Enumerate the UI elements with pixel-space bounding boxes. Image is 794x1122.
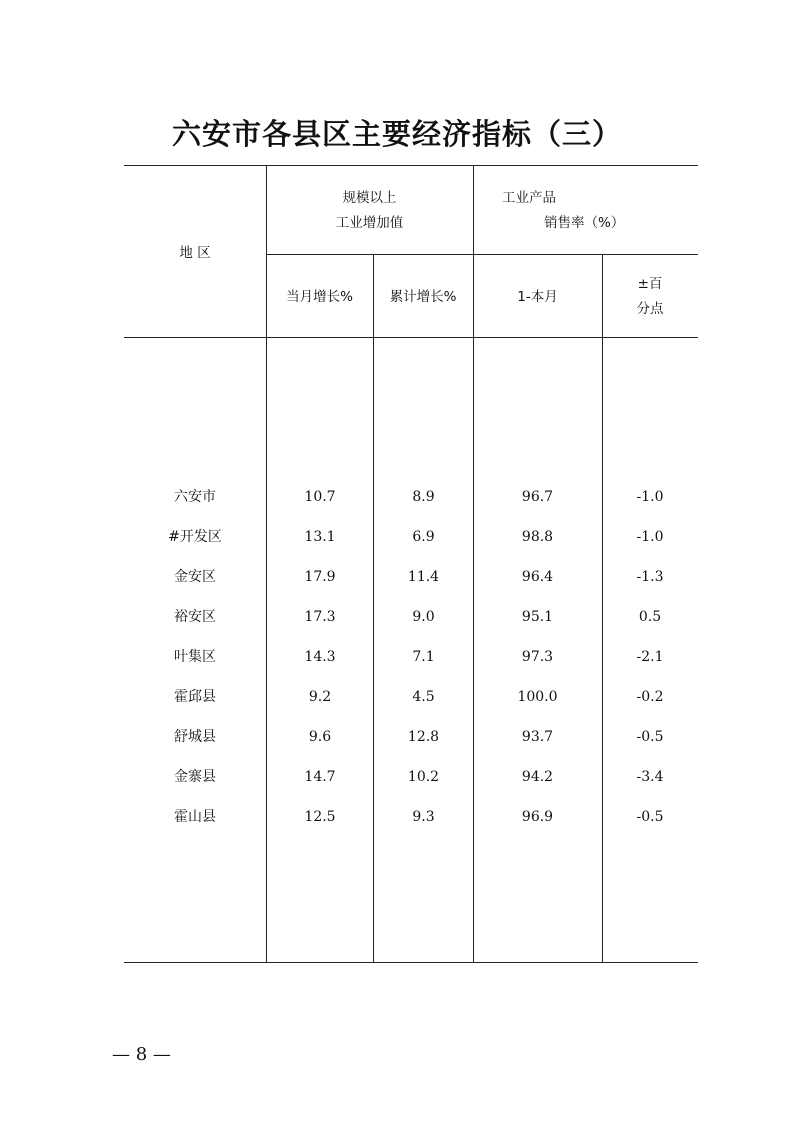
header-pp-change: [602, 272, 698, 322]
header-pp-line1: ±百: [637, 276, 663, 292]
page-title: 六安市各县区主要经济指标（三）: [171, 117, 622, 151]
month-growth-cell: 17.9: [304, 569, 336, 585]
page-number: — 8 —: [112, 1044, 171, 1065]
table-row: [124, 525, 698, 549]
month-growth-cell: 10.7: [304, 489, 336, 505]
sales-rate-cell: 94.2: [521, 769, 554, 785]
header-month-growth: 当月增长%: [286, 289, 353, 305]
month-growth-cell: 14.3: [304, 649, 336, 665]
cumulative-growth-cell: 9.3: [412, 809, 435, 825]
region-cell: 霍邱县: [174, 689, 216, 705]
month-growth-cell: 9.2: [308, 689, 332, 705]
cumulative-growth-cell: 12.8: [407, 729, 440, 745]
region-cell: 金安区: [174, 569, 216, 585]
month-growth-cell: 12.5: [304, 809, 336, 825]
sales-rate-cell: 98.8: [521, 529, 554, 545]
table-row: [124, 485, 698, 509]
table-row: [124, 645, 698, 669]
header-region: 地 区: [179, 245, 211, 261]
pp-change-cell: -1.0: [636, 529, 664, 545]
header-group1-line1: 规模以上: [342, 190, 397, 206]
pp-change-cell: -0.5: [636, 729, 664, 745]
pp-change-cell: -1.0: [636, 489, 664, 505]
table-row: [124, 605, 698, 629]
header-group-value-added: [266, 186, 473, 236]
cumulative-growth-cell: 9.0: [412, 609, 435, 625]
header-group2-line1: 工业产品: [502, 190, 556, 206]
header-pp-line2: 分点: [636, 301, 664, 317]
sales-rate-cell: 93.7: [521, 729, 554, 745]
header-cumulative-growth: 累计增长%: [389, 289, 457, 305]
header-group-sales-rate: [502, 186, 682, 236]
sales-rate-cell: 100.0: [517, 689, 558, 705]
table-row: [124, 565, 698, 589]
table-row: [124, 805, 698, 829]
header-bottom-rule: [124, 337, 698, 338]
pp-change-cell: -0.2: [636, 689, 664, 705]
region-cell: #开发区: [168, 529, 222, 545]
table-row: [124, 685, 698, 709]
month-growth-cell: 9.6: [308, 729, 332, 745]
header-group1-line2: 工业增加值: [335, 215, 404, 231]
pp-change-cell: -3.4: [636, 769, 664, 785]
pp-change-cell: -2.1: [636, 649, 664, 665]
month-growth-cell: 14.7: [304, 769, 336, 785]
table-top-rule: [124, 165, 698, 166]
region-cell: 六安市: [174, 489, 216, 505]
pp-change-cell: -0.5: [636, 809, 664, 825]
table-row: [124, 725, 698, 749]
region-cell: 霍山县: [174, 809, 216, 825]
sales-rate-cell: 97.3: [521, 649, 554, 665]
sales-rate-cell: 95.1: [521, 609, 554, 625]
header-mid-rule: [266, 254, 698, 255]
region-cell: 裕安区: [174, 609, 216, 625]
cumulative-growth-cell: 4.5: [412, 689, 435, 705]
region-cell: 金寨县: [174, 769, 216, 785]
cumulative-growth-cell: 6.9: [412, 529, 435, 545]
sales-rate-cell: 96.4: [521, 569, 554, 585]
month-growth-cell: 13.1: [304, 529, 336, 545]
region-cell: 舒城县: [174, 729, 216, 745]
cumulative-growth-cell: 8.9: [412, 489, 435, 505]
table-bottom-rule: [124, 962, 698, 963]
cumulative-growth-cell: 7.1: [412, 649, 435, 665]
header-group2-line2: 销售率（%）: [544, 215, 625, 231]
month-growth-cell: 17.3: [304, 609, 336, 625]
pp-change-cell: -1.3: [636, 569, 664, 585]
table-row: [124, 765, 698, 789]
cumulative-growth-cell: 10.2: [407, 769, 440, 785]
cumulative-growth-cell: 11.4: [407, 569, 440, 585]
pp-change-cell: 0.5: [638, 609, 662, 625]
header-jan-to-month: 1-本月: [517, 289, 558, 305]
region-cell: 叶集区: [174, 649, 216, 665]
sales-rate-cell: 96.9: [521, 809, 554, 825]
sales-rate-cell: 96.7: [521, 489, 554, 505]
